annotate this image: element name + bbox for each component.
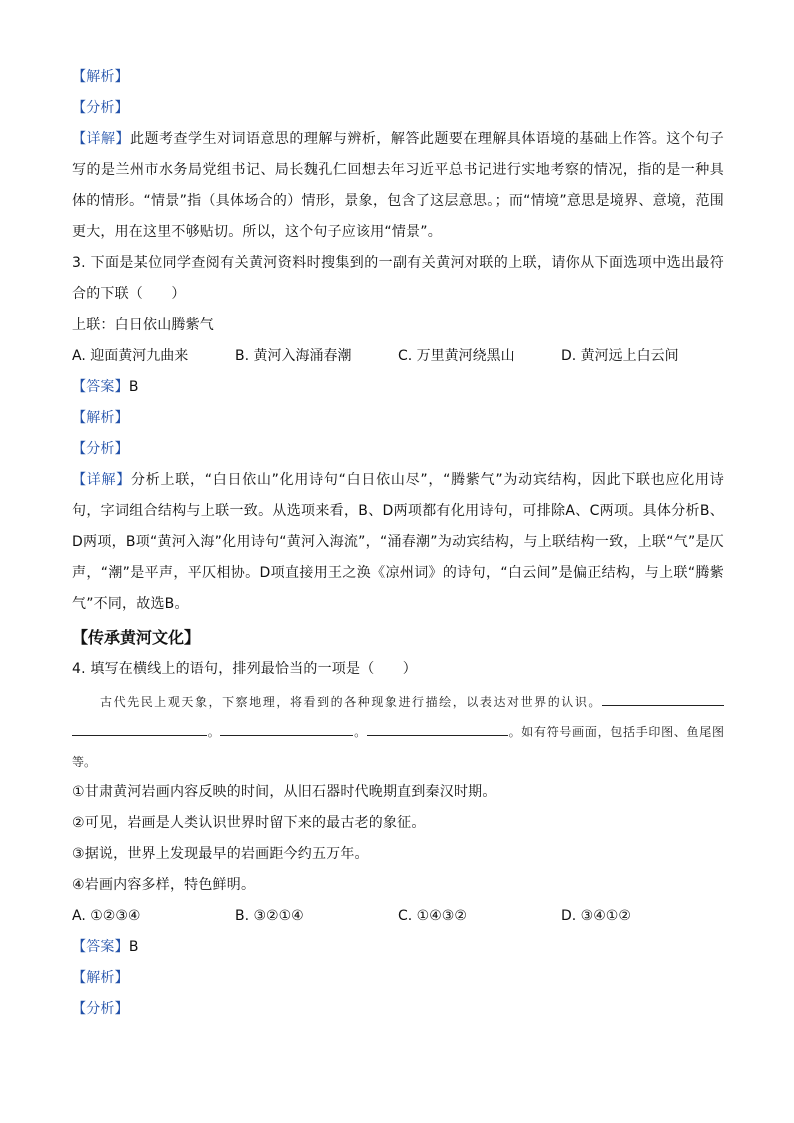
q4-stem: 4. 填写在横线上的语句，排列最恰当的一项是（ ） (72, 661, 418, 677)
q4-passage-end: 。如有符号画面，包括手印图、鱼尾图等。 (72, 725, 724, 769)
q3-option-c: C. 万里黄河绕黑山 (398, 348, 515, 364)
detail-text: 此题考查学生对词语意思的理解与辨析，解答此题要在理解具体语境的基础上作答。这个句子写的是兰州市水务局党组书记、局长魏孔仁回想去年习近平总书记进行实地考察的情况，指的是一种具体的情形。“情景”指（具体场合的）情形，景象，包含了这层意思。；而“情境”意思是境界、意境，范围更大，用在这里不够贴切。所以，这个句子应该用“情景”。 (72, 131, 724, 240)
q4-item-1: ①甘肃黄河岩画内容反映的时间，从旧石器时代晚期直到秦汉时期。 (72, 784, 497, 800)
q4-sep-1: 。 (207, 725, 221, 739)
q4-item-4: ④岩画内容多样，特色鲜明。 (72, 877, 256, 893)
q3-option-b: B. 黄河入海涌春潮 (235, 348, 352, 364)
q3-answer (72, 372, 724, 403)
q4-answer (72, 932, 724, 963)
q4-option-c: C. ①④③② (398, 908, 467, 924)
q4-options (72, 901, 724, 932)
q4-sep-2: 。 (353, 725, 367, 739)
q4-answer-tag: 【答案】 (72, 939, 129, 955)
blank-4 (367, 723, 508, 736)
detail-tag: 【详解】 (72, 131, 130, 147)
q3-option-a: A. 迎面黄河九曲来 (72, 348, 189, 364)
blank-2 (72, 723, 207, 736)
q3-upper-couplet: 上联：白日依山腾紫气 (72, 317, 214, 333)
q4-answer-value: B (128, 939, 139, 955)
q3-detail-text: 分析上联，“白日依山”化用诗句“白日依山尽”，“腾紫气”为动宾结构，因此下联也应化用诗句，字词组合结构与上联一致。从选项来看，B、D两项都有化用诗句，可排除A、C两项。具体分析B、D两项，B项“黄河入海”化用诗句“黄河入海流”，“涌春潮”为动宾结构，与上联结构一致，上联“气”是仄声，“潮”是平声，平仄相协。D项直接用王之涣《凉州词》的诗句，“白云间”是偏正结构，与上联“腾紫气”不同，故选B。 (72, 472, 724, 612)
analysis-heading: 【解析】 (72, 69, 129, 85)
q4-fenxi-heading: 【分析】 (72, 1001, 129, 1017)
q3-fenxi-heading: 【分析】 (72, 441, 129, 457)
q3-stem: 3. 下面是某位同学查阅有关黄河资料时搜集到的一副有关黄河对联的上联，请你从下面选项中选出最符合的下联（ ） (72, 255, 724, 302)
document-page (72, 62, 724, 1025)
answer-tag: 【答案】 (72, 379, 129, 395)
q4-passage (72, 687, 724, 777)
fenxi-heading: 【分析】 (72, 100, 129, 116)
q3-answer-value: B (128, 379, 139, 395)
section-title: 【传承黄河文化】 (72, 628, 201, 647)
blank-1 (602, 693, 724, 706)
q4-option-b: B. ③②①④ (235, 908, 304, 924)
q3-detail-paragraph (72, 465, 724, 620)
blank-3 (220, 723, 353, 736)
q3-analysis-heading: 【解析】 (72, 410, 129, 426)
detail-paragraph (72, 124, 724, 248)
q4-passage-start: 古代先民上观天象，下察地理，将看到的各种现象进行描绘，以表达对世界的认识。 (100, 695, 602, 709)
q4-item-2: ②可见，岩画是人类认识世界时留下来的最古老的象征。 (72, 815, 426, 831)
q3-detail-tag: 【详解】 (72, 472, 131, 488)
q4-item-3: ③据说，世界上发现最早的岩画距今约五万年。 (72, 846, 369, 862)
q4-option-a: A. ①②③④ (72, 908, 141, 924)
q3-option-d: D. 黄河远上白云间 (561, 348, 679, 364)
q4-option-d: D. ③④①② (561, 908, 631, 924)
q3-options (72, 341, 724, 372)
q4-analysis-heading: 【解析】 (72, 970, 129, 986)
